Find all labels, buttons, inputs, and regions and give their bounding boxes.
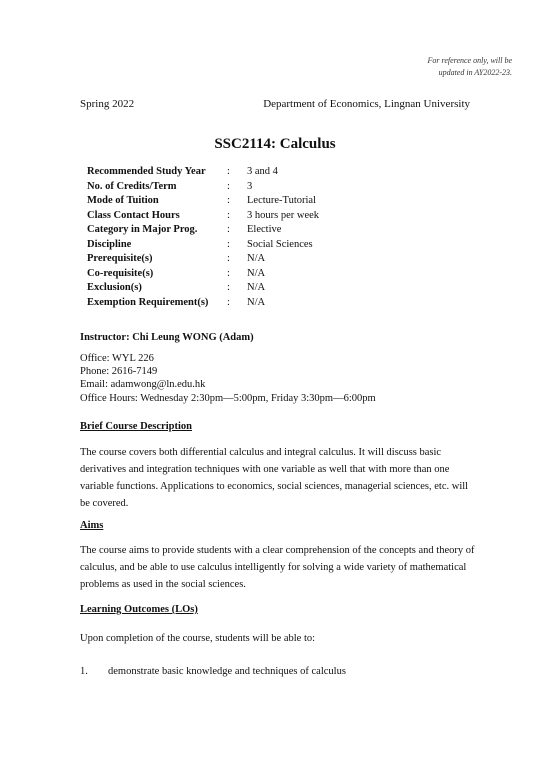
info-row [87,210,319,225]
info-value: 3 [247,180,253,192]
email-line: Email: adamwong@ln.edu.hk [80,379,206,391]
info-key: Discipline [87,238,132,250]
info-row [87,195,319,210]
info-sep: : [227,282,230,293]
learning-outcomes-intro: Upon completion of the course, students will be able to: [80,633,316,644]
info-key: Prerequisite(s) [87,253,153,264]
info-sep: : [227,195,230,206]
learning-outcome-number: 1. [80,666,88,677]
info-key: Exclusion(s) [87,282,142,293]
info-row [87,166,319,181]
reference-note-line-1: For reference only, will be [427,56,512,65]
info-key: Class Contact Hours [87,209,180,221]
office-hours-line: Office Hours: Wednesday 2:30pm—5:00pm, Friday 3:30pm—6:00pm [80,392,376,404]
info-value: Elective [247,224,282,235]
info-sep: : [227,296,230,308]
info-key: Recommended Study Year [87,166,206,177]
learning-outcome-text: demonstrate basic knowledge and techniques of calculus [108,666,346,677]
course-info-table [87,166,319,311]
info-key: No. of Credits/Term [87,180,177,192]
department-label: Department of Economics, Lingnan University [263,98,470,110]
info-sep: : [227,253,230,264]
info-value: Social Sciences [247,238,313,250]
phone-line: Phone: 2616-7149 [80,366,158,378]
info-sep: : [227,224,230,235]
info-row [87,224,319,239]
info-row [87,181,319,196]
info-row [87,297,319,312]
info-row [87,282,319,297]
info-key: Exemption Requirement(s) [87,296,209,308]
info-value: 3 hours per week [247,209,320,221]
info-row [87,239,319,254]
aims-heading: Aims [80,520,104,531]
info-sep: : [227,267,230,279]
info-value: Lecture-Tutorial [247,195,317,206]
reference-note-line-2: updated in AY2022-23. [438,68,512,77]
info-row [87,268,319,283]
instructor-heading: Instructor: Chi Leung WONG (Adam) [80,332,254,343]
instructor-contact [80,352,376,405]
info-sep: : [227,180,230,192]
info-key: Co-requisite(s) [87,267,154,279]
info-row [87,253,319,268]
aims-text: The course aims to provide students with a clear comprehension of the concepts and theory of calculus, and be able to use calculus intelligently for solving a wide variety of mathematical problems as used in the social sciences. [80,545,475,590]
learning-outcomes-heading: Learning Outcomes (LOs) [80,604,198,615]
info-value: N/A [247,296,266,308]
info-sep: : [227,238,230,250]
learning-outcome-item [80,666,346,677]
info-value: 3 and 4 [247,166,278,177]
info-sep: : [227,209,230,221]
brief-description-text: The course covers both differential calculus and integral calculus. It will discuss basic derivatives and integration techniques with one variable as well that with more than one variable functions. Applications to economics, social sciences, managerial sciences, etc. will be covered. [80,447,469,509]
course-title: SSC2114: Calculus [214,136,336,152]
info-sep: : [227,166,230,177]
office-line: Office: WYL 226 [80,353,154,364]
info-key: Mode of Tuition [87,195,159,206]
reference-note [428,55,513,79]
info-value: N/A [247,253,266,264]
info-value: N/A [247,282,266,293]
term-label: Spring 2022 [80,98,135,110]
info-value: N/A [247,267,266,279]
brief-description-heading: Brief Course Description [80,421,192,432]
info-key: Category in Major Prog. [87,224,198,235]
